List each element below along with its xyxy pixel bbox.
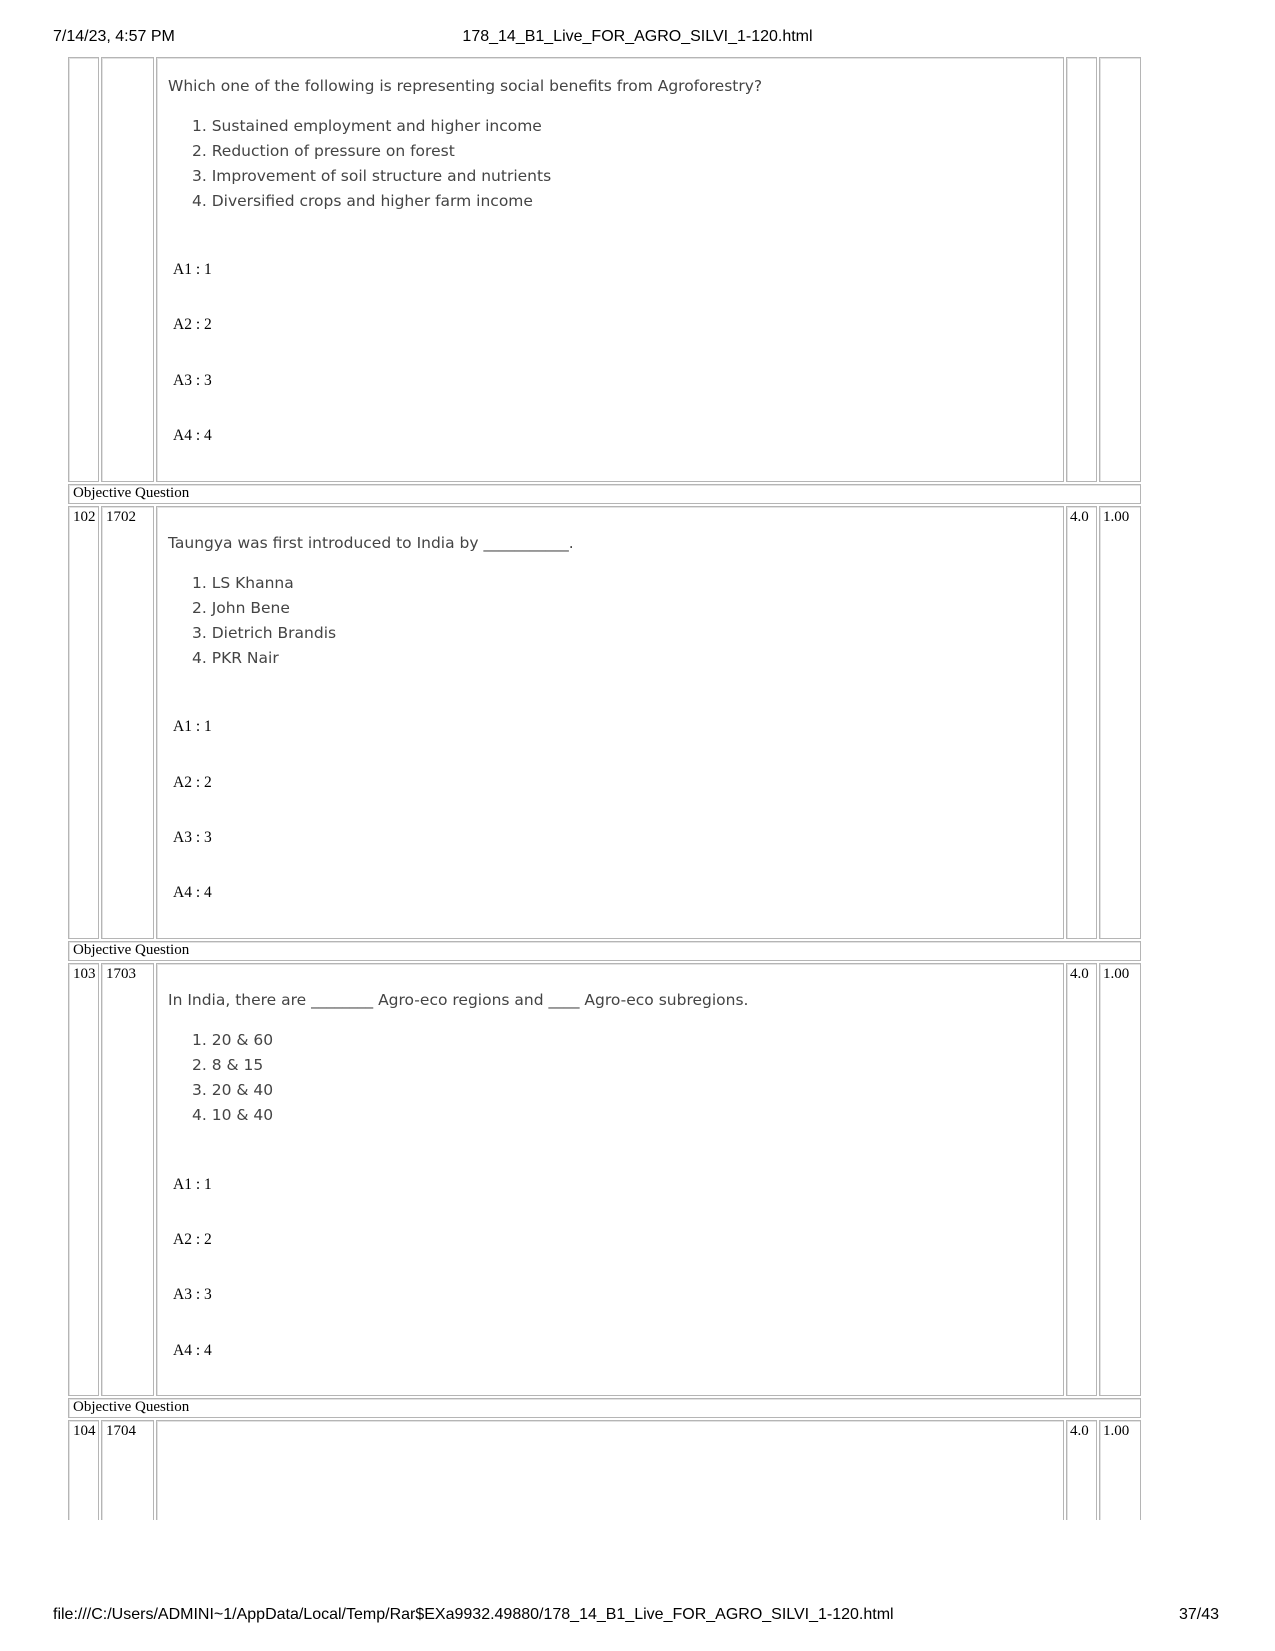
qid-cell	[101, 57, 154, 482]
option-item: 4. Diversified crops and higher farm income	[192, 192, 533, 210]
answer-option: A2 : 2	[173, 774, 212, 791]
option-item: 2. 8 & 15	[192, 1056, 264, 1074]
marks-cell	[1066, 963, 1097, 1396]
options-list	[192, 1028, 273, 1128]
option-item: 3. Improvement of soil structure and nutrients	[192, 167, 552, 185]
question-cell	[156, 1420, 1064, 1520]
answer-option: A2 : 2	[173, 316, 212, 333]
qid-cell	[101, 506, 154, 939]
question-type-row	[68, 1398, 1141, 1418]
question-id: 1704	[106, 1423, 136, 1439]
print-datetime: 7/14/23, 4:57 PM	[53, 28, 175, 45]
negative-marks-cell	[1099, 963, 1141, 1396]
sno-cell	[68, 57, 99, 482]
serial-number: 102	[73, 509, 96, 525]
option-item: 4. PKR Nair	[192, 649, 279, 667]
question-text: Taungya was first introduced to India by ___________.	[168, 534, 574, 552]
answer-option: A3 : 3	[173, 372, 212, 389]
question-type-row	[68, 941, 1141, 961]
serial-number: 104	[73, 1423, 96, 1439]
option-item: 3. Dietrich Brandis	[192, 624, 337, 642]
print-title: 178_14_B1_Live_FOR_AGRO_SILVI_1-120.html	[462, 28, 813, 45]
print-footer	[0, 1606, 1275, 1630]
marks-value: 4.0	[1070, 1423, 1089, 1439]
page-number: 37/43	[1178, 1606, 1219, 1623]
sno-cell	[68, 963, 99, 1396]
options-list	[192, 114, 551, 214]
question-type-label: Objective Question	[73, 485, 190, 501]
negative-marks-value: 1.00	[1103, 509, 1130, 525]
answer-option: A4 : 4	[173, 884, 212, 901]
option-item: 2. Reduction of pressure on forest	[192, 142, 455, 160]
marks-cell	[1066, 57, 1097, 482]
negative-marks-cell	[1099, 506, 1141, 939]
answer-option: A3 : 3	[173, 1286, 212, 1303]
option-item: 4. 10 & 40	[192, 1106, 274, 1124]
marks-value: 4.0	[1070, 966, 1089, 982]
option-item: 3. 20 & 40	[192, 1081, 274, 1099]
negative-marks-value: 1.00	[1103, 1423, 1130, 1439]
qid-cell	[101, 963, 154, 1396]
answer-option: A1 : 1	[173, 261, 212, 278]
sno-cell	[68, 506, 99, 939]
option-item: 2. John Bene	[192, 599, 290, 617]
answer-option: A4 : 4	[173, 1342, 212, 1359]
answer-option: A3 : 3	[173, 829, 212, 846]
option-item: 1. Sustained employment and higher income	[192, 117, 542, 135]
option-item: 1. LS Khanna	[192, 574, 294, 592]
serial-number: 103	[73, 966, 96, 982]
question-type-label: Objective Question	[73, 1399, 190, 1415]
option-item: 1. 20 & 60	[192, 1031, 274, 1049]
answer-option: A1 : 1	[173, 718, 212, 735]
question-id: 1703	[106, 966, 136, 982]
answer-option: A4 : 4	[173, 427, 212, 444]
question-text: In India, there are ________ Agro-eco regions and ____ Agro-eco subregions.	[168, 991, 749, 1009]
question-cell	[156, 963, 1064, 1396]
answer-option: A1 : 1	[173, 1176, 212, 1193]
negative-marks-cell	[1099, 57, 1141, 482]
negative-marks-value: 1.00	[1103, 966, 1130, 982]
question-text: Which one of the following is representing social benefits from Agroforestry?	[168, 77, 763, 95]
options-list	[192, 571, 336, 671]
question-id: 1702	[106, 509, 136, 525]
marks-cell	[1066, 506, 1097, 939]
file-path: file:///C:/Users/ADMINI~1/AppData/Local/Temp/Rar$EXa9932.49880/178_14_B1_Live_FOR_AGRO_SILVI_1-120.html	[53, 1606, 894, 1623]
marks-value: 4.0	[1070, 509, 1089, 525]
answer-option: A2 : 2	[173, 1231, 212, 1248]
question-type-label: Objective Question	[73, 942, 190, 958]
question-type-row	[68, 484, 1141, 504]
